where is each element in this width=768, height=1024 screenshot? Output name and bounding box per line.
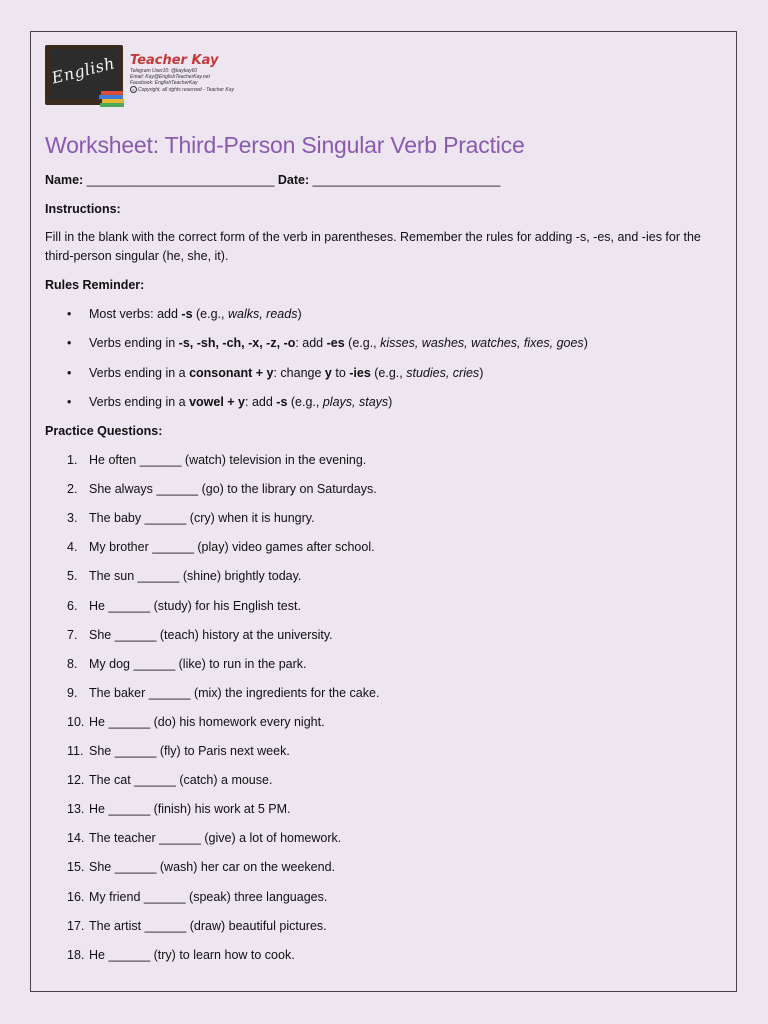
question-text: The baby ______ (cry) when it is hungry.: [89, 511, 315, 526]
question-number: 11.: [67, 744, 84, 758]
teacher-kay-logo: [45, 45, 265, 107]
question-text: The artist ______ (draw) beautiful pictures.: [89, 918, 327, 933]
question-text: The sun ______ (shine) brightly today.: [89, 569, 302, 584]
question-text: He ______ (try) to learn how to cook.: [89, 947, 295, 962]
rules-heading: Rules Reminder:: [45, 278, 145, 292]
name-label: Name:: [45, 173, 84, 187]
question-number: 18.: [67, 947, 85, 962]
rule-item: • Verbs ending in -s, -sh, -ch, -x, -z, -o: add -es (e.g., kisses, washes, watches, fixes, goes): [67, 336, 588, 350]
bullet-icon: •: [67, 366, 72, 380]
question-item: [67, 744, 290, 758]
question-number: 13.: [67, 802, 85, 817]
practice-heading: Practice Questions:: [45, 424, 163, 438]
instructions-heading: Instructions:: [45, 202, 121, 216]
question-item: [67, 569, 301, 583]
brand-line: Facebook: EnglishTeacherKay: [130, 80, 198, 86]
question-item: [67, 860, 335, 874]
page-title: Worksheet: Third-Person Singular Verb Practice: [45, 132, 525, 158]
question-item: [67, 919, 327, 933]
question-number: 10.: [67, 714, 85, 729]
question-number: 12.: [67, 773, 85, 788]
question-text: She ______ (fly) to Paris next week.: [89, 744, 290, 758]
bullet-icon: •: [67, 395, 72, 409]
question-item: [67, 948, 295, 962]
question-text: He ______ (study) for his English test.: [89, 598, 301, 613]
name-blank: ___________________________: [86, 173, 275, 187]
question-item: [67, 511, 315, 525]
rule-item: • Verbs ending in a consonant + y: change y to -ies (e.g., studies, cries): [67, 366, 484, 380]
question-text: He ______ (do) his homework every night.: [89, 714, 325, 729]
question-number: 16.: [67, 889, 85, 904]
question-text: The teacher ______ (give) a lot of homework.: [89, 831, 342, 846]
question-number: 6.: [67, 598, 78, 613]
question-item: [67, 482, 377, 496]
question-text: My friend ______ (speak) three languages.: [89, 889, 328, 904]
question-text: My brother ______ (play) video games after school.: [89, 540, 375, 555]
question-item: [67, 657, 306, 671]
copyright-icon: c: [130, 86, 137, 93]
question-number: 3.: [67, 511, 78, 526]
question-item: [67, 715, 325, 729]
question-text: He ______ (finish) his work at 5 PM.: [89, 802, 291, 817]
brand-line: Email: Kay@EnglishTeacherKay.net: [130, 74, 210, 80]
question-text: She ______ (wash) her car on the weekend.: [89, 860, 335, 875]
brand-block: [130, 53, 234, 93]
chalkboard-icon: [45, 45, 123, 105]
question-number: 15.: [67, 860, 85, 875]
question-number: 1.: [67, 453, 78, 467]
question-item: [67, 890, 327, 904]
question-number: 5.: [67, 569, 78, 584]
question-item: [67, 540, 375, 554]
brand-line: c Copyright, all rights reserved - Teacher Kay: [130, 86, 234, 93]
name-date-line: [45, 173, 500, 187]
question-number: 7.: [67, 627, 78, 642]
question-number: 2.: [67, 482, 78, 497]
bullet-icon: •: [67, 336, 72, 350]
question-item: [67, 802, 290, 816]
bullet-icon: •: [67, 307, 72, 321]
question-item: [67, 453, 366, 467]
question-item: [67, 831, 341, 845]
question-item: [67, 599, 301, 613]
date-blank: ___________________________: [312, 173, 501, 187]
logo-board-word: English: [49, 53, 117, 88]
instructions-text: Fill in the blank with the correct form of the verb in parentheses. Remember the rules for adding -s, -es, and -ies for the third-person singular (he, she, it).: [45, 230, 701, 263]
worksheet-page: [30, 31, 737, 992]
question-text: She ______ (teach) history at the university.: [89, 627, 333, 642]
question-number: 17.: [67, 918, 85, 933]
question-item: [67, 686, 379, 700]
question-text: The baker ______ (mix) the ingredients for the cake.: [89, 685, 380, 700]
question-number: 9.: [67, 685, 78, 700]
brand-line: Telegram User10: @kaykay60: [130, 68, 198, 74]
rule-item: • Verbs ending in a vowel + y: add -s (e.g., plays, stays): [67, 395, 393, 409]
question-number: 8.: [67, 656, 78, 671]
question-number: 4.: [67, 540, 78, 555]
rule-item: • Most verbs: add -s (e.g., walks, reads): [67, 307, 302, 321]
question-item: [67, 628, 333, 642]
date-label: Date:: [277, 173, 310, 187]
question-number: 14.: [67, 831, 85, 846]
brand-name: Teacher Kay: [130, 53, 219, 68]
question-text: She always ______ (go) to the library on Saturdays.: [89, 482, 377, 497]
question-text: The cat ______ (catch) a mouse.: [89, 773, 273, 788]
books-icon: [99, 89, 125, 107]
question-text: My dog ______ (like) to run in the park.: [89, 656, 307, 671]
question-item: [67, 773, 272, 787]
question-text: He often ______ (watch) television in the evening.: [89, 453, 367, 467]
